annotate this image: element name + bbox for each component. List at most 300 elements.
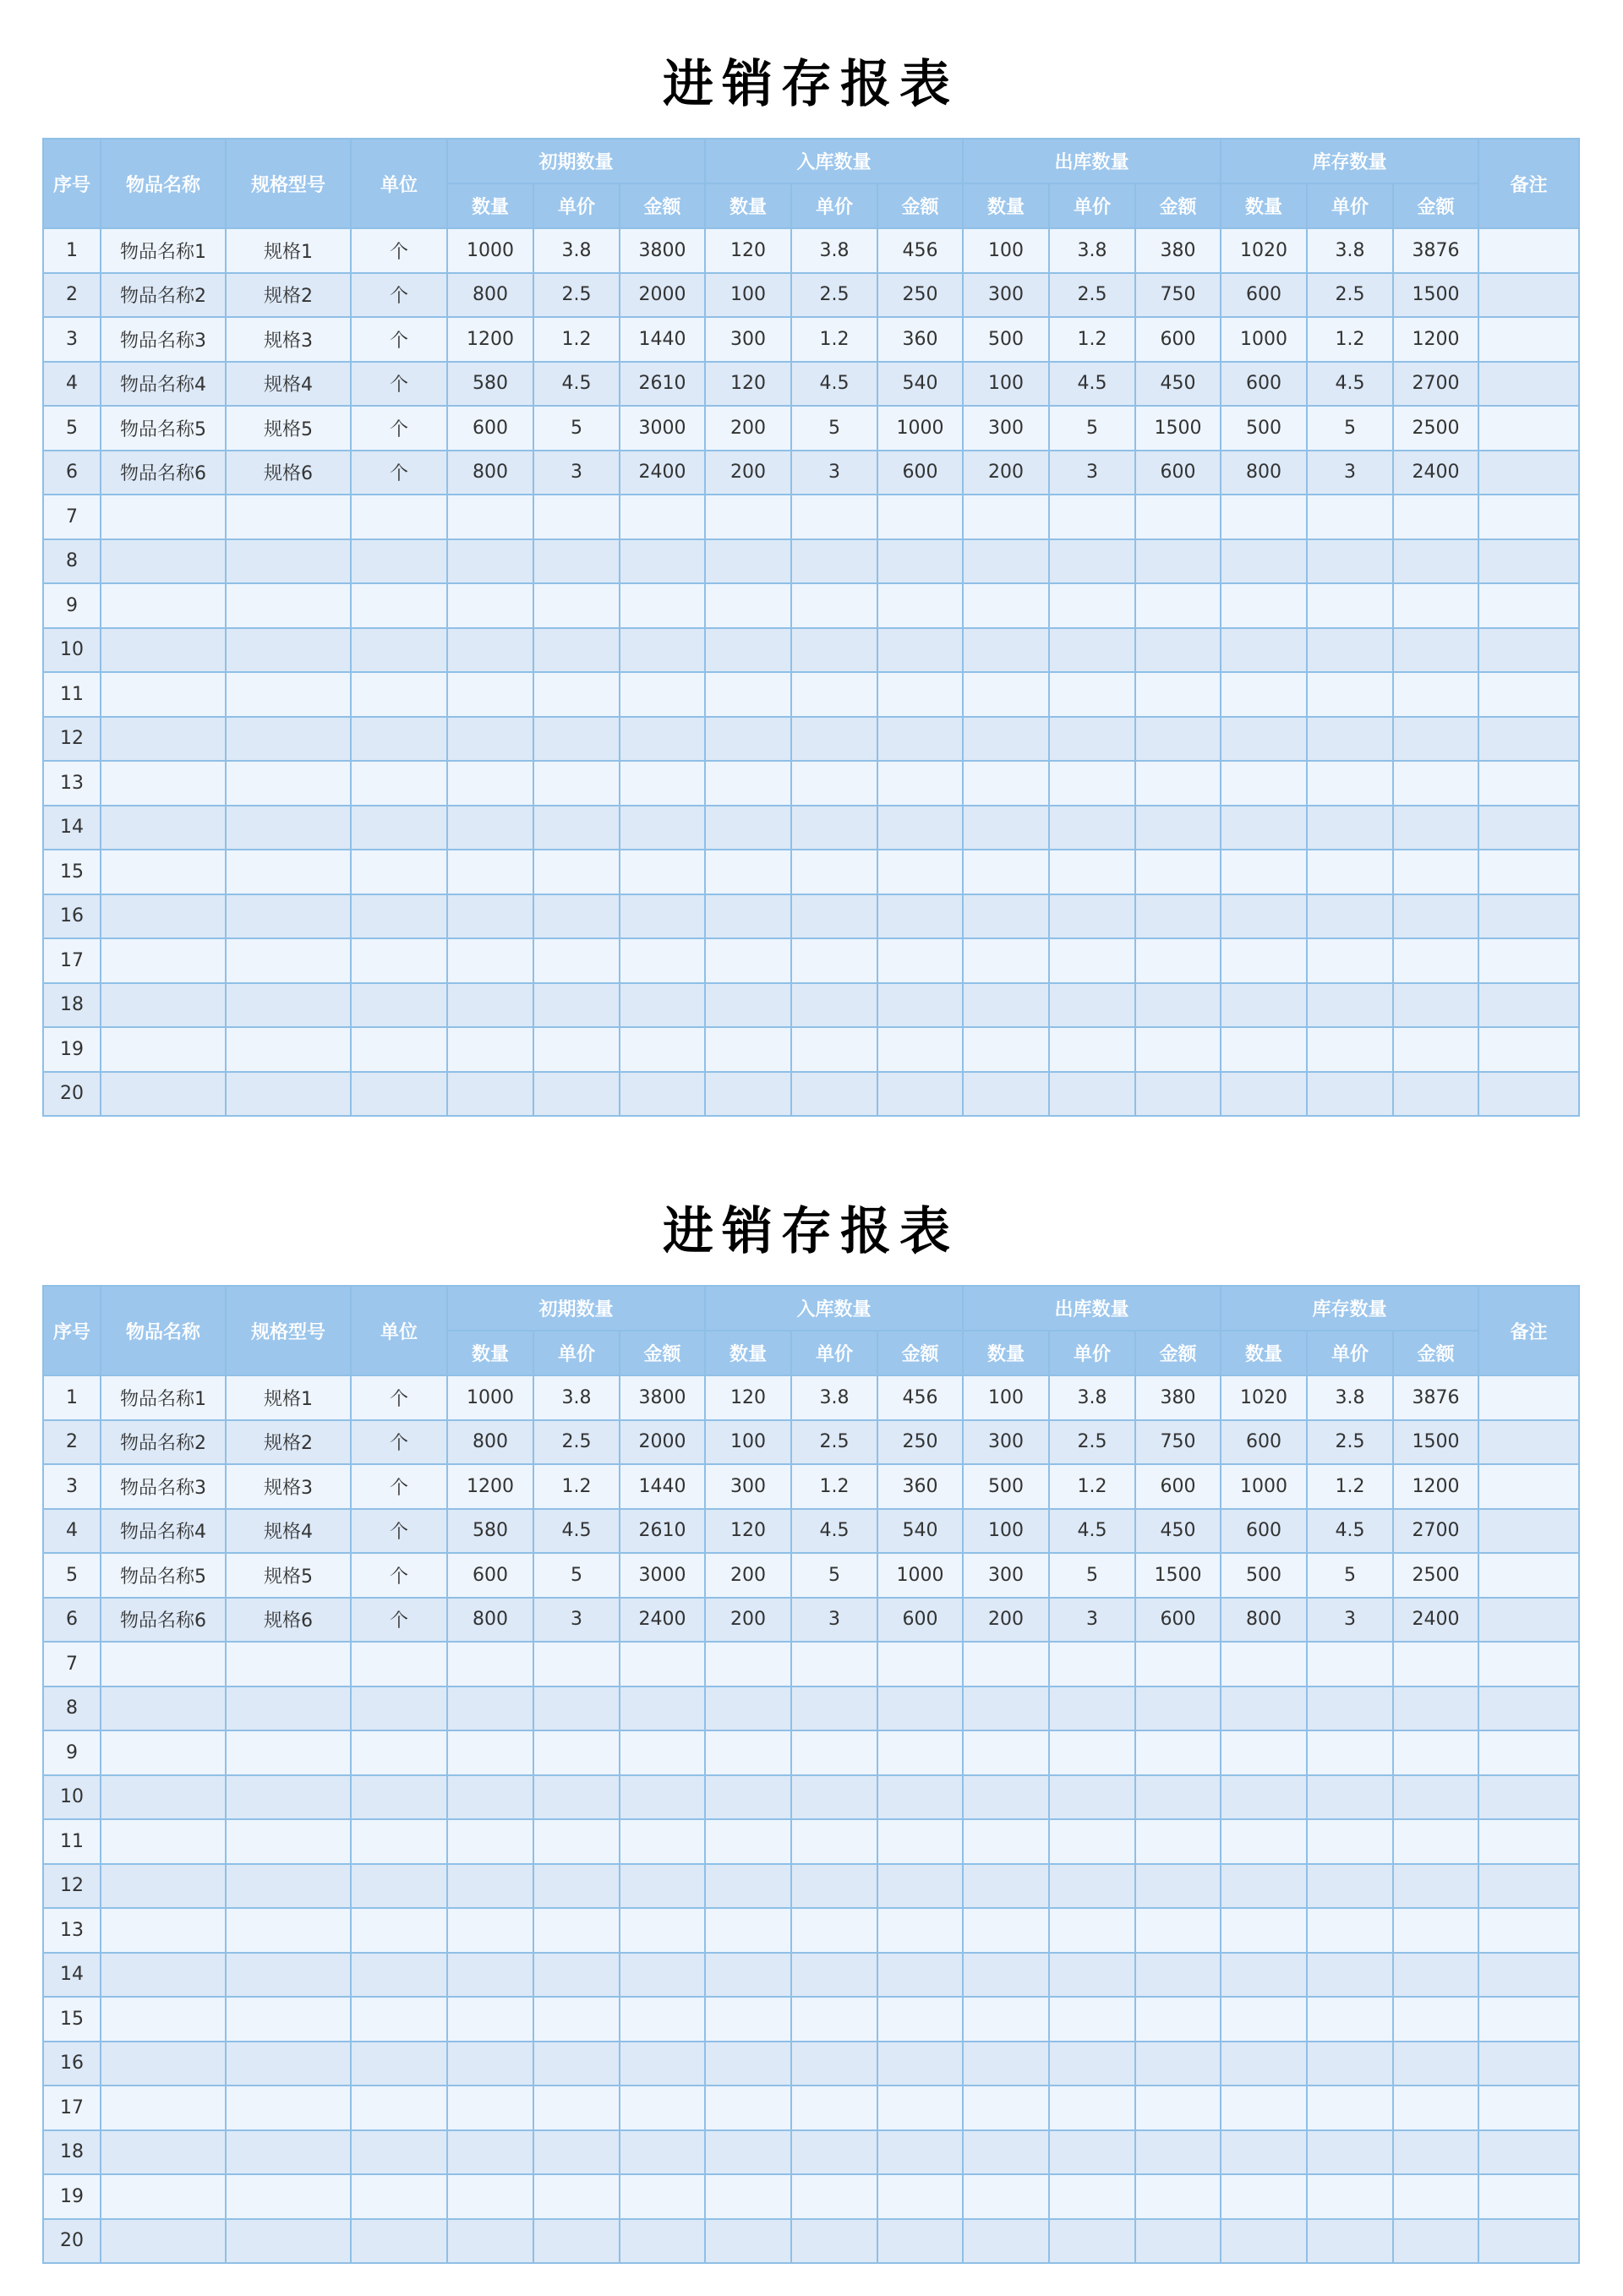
- unit-cell: [351, 2086, 447, 2130]
- unit-cell: 个: [351, 1464, 447, 1509]
- stock-amount-cell: [1393, 495, 1478, 539]
- inbound-amount-cell: [877, 1072, 963, 1117]
- opening-price-cell: 2.5: [533, 273, 620, 318]
- stock-amount-cell: 1200: [1393, 1464, 1478, 1509]
- outbound-price-cell: [1049, 1072, 1135, 1117]
- header-remark: 备注: [1478, 139, 1579, 228]
- stock-amount-cell: 3876: [1393, 228, 1478, 273]
- opening-qty-cell: [447, 1953, 533, 1998]
- item-name-cell: [101, 717, 226, 762]
- remark-cell: [1478, 717, 1579, 762]
- inbound-price-cell: [791, 2174, 877, 2219]
- unit-cell: [351, 2174, 447, 2219]
- outbound-qty-cell: [963, 1072, 1049, 1117]
- spec-cell: [226, 2174, 351, 2219]
- outbound-amount-cell: [1135, 1908, 1221, 1953]
- opening-amount-cell: [620, 2219, 705, 2264]
- stock-qty-cell: [1221, 583, 1307, 628]
- unit-cell: [351, 628, 447, 673]
- seq-cell: 9: [43, 583, 101, 628]
- unit-cell: 个: [351, 317, 447, 362]
- inbound-price-cell: 2.5: [791, 1420, 877, 1465]
- header-group-stock: 库存数量: [1221, 1286, 1478, 1331]
- remark-cell: [1478, 1642, 1579, 1686]
- stock-qty-cell: [1221, 2219, 1307, 2264]
- table-row: [43, 761, 1579, 806]
- stock-amount-cell: [1393, 1027, 1478, 1072]
- outbound-price-cell: 3.8: [1049, 228, 1135, 273]
- seq-cell: 1: [43, 1375, 101, 1420]
- stock-amount-cell: [1393, 806, 1478, 850]
- unit-cell: 个: [351, 273, 447, 318]
- inbound-amount-cell: 250: [877, 1420, 963, 1465]
- outbound-amount-cell: 600: [1135, 317, 1221, 362]
- stock-price-cell: 1.2: [1307, 317, 1393, 362]
- opening-qty-cell: 800: [447, 451, 533, 495]
- item-name-cell: [101, 983, 226, 1028]
- outbound-qty-cell: [963, 539, 1049, 584]
- opening-price-cell: 5: [533, 406, 620, 451]
- stock-amount-cell: [1393, 2086, 1478, 2130]
- header-sub-qty: 数量: [963, 1331, 1049, 1375]
- stock-qty-cell: [1221, 2174, 1307, 2219]
- outbound-price-cell: [1049, 1027, 1135, 1072]
- stock-amount-cell: [1393, 1953, 1478, 1998]
- inbound-amount-cell: 600: [877, 1598, 963, 1643]
- stock-qty-cell: [1221, 628, 1307, 673]
- inbound-price-cell: 5: [791, 406, 877, 451]
- opening-price-cell: [533, 628, 620, 673]
- spec-cell: 规格3: [226, 1464, 351, 1509]
- header-remark: 备注: [1478, 1286, 1579, 1375]
- inbound-amount-cell: 250: [877, 273, 963, 318]
- outbound-amount-cell: [1135, 894, 1221, 939]
- seq-cell: 17: [43, 2086, 101, 2130]
- spec-cell: [226, 1864, 351, 1909]
- opening-amount-cell: 1440: [620, 1464, 705, 1509]
- seq-cell: 14: [43, 806, 101, 850]
- spec-cell: [226, 1997, 351, 2042]
- outbound-price-cell: 1.2: [1049, 317, 1135, 362]
- opening-price-cell: 3.8: [533, 1375, 620, 1420]
- report-sheet-1: [42, 46, 1579, 1117]
- opening-price-cell: [533, 1027, 620, 1072]
- stock-price-cell: [1307, 628, 1393, 673]
- spec-cell: 规格3: [226, 317, 351, 362]
- outbound-price-cell: [1049, 806, 1135, 850]
- opening-amount-cell: [620, 983, 705, 1028]
- inbound-qty-cell: [705, 761, 791, 806]
- opening-price-cell: [533, 1072, 620, 1117]
- inbound-qty-cell: 100: [705, 1420, 791, 1465]
- seq-cell: 6: [43, 451, 101, 495]
- inbound-amount-cell: [877, 672, 963, 717]
- opening-amount-cell: [620, 761, 705, 806]
- outbound-amount-cell: [1135, 806, 1221, 850]
- header-seq: 序号: [43, 139, 101, 228]
- inbound-amount-cell: [877, 2042, 963, 2086]
- item-name-cell: 物品名称2: [101, 273, 226, 318]
- inbound-qty-cell: [705, 495, 791, 539]
- stock-qty-cell: [1221, 539, 1307, 584]
- remark-cell: [1478, 1072, 1579, 1117]
- opening-qty-cell: [447, 2219, 533, 2264]
- stock-qty-cell: 600: [1221, 362, 1307, 407]
- outbound-qty-cell: [963, 2174, 1049, 2219]
- stock-qty-cell: [1221, 894, 1307, 939]
- outbound-price-cell: 3.8: [1049, 1375, 1135, 1420]
- opening-amount-cell: 2610: [620, 362, 705, 407]
- remark-cell: [1478, 1027, 1579, 1072]
- opening-qty-cell: [447, 1864, 533, 1909]
- header-sub-qty: 数量: [447, 183, 533, 228]
- item-name-cell: [101, 850, 226, 894]
- outbound-amount-cell: [1135, 583, 1221, 628]
- inbound-qty-cell: [705, 1730, 791, 1775]
- inbound-amount-cell: 540: [877, 362, 963, 407]
- spec-cell: 规格2: [226, 1420, 351, 1465]
- table-row: [43, 1997, 1579, 2042]
- outbound-amount-cell: 750: [1135, 273, 1221, 318]
- outbound-amount-cell: [1135, 1953, 1221, 1998]
- opening-qty-cell: [447, 2042, 533, 2086]
- stock-amount-cell: 1500: [1393, 273, 1478, 318]
- header-group-opening: 初期数量: [447, 139, 705, 183]
- stock-qty-cell: [1221, 2130, 1307, 2175]
- seq-cell: 19: [43, 1027, 101, 1072]
- spec-cell: [226, 495, 351, 539]
- stock-amount-cell: 2400: [1393, 451, 1478, 495]
- inbound-qty-cell: 120: [705, 362, 791, 407]
- opening-amount-cell: 1440: [620, 317, 705, 362]
- opening-qty-cell: [447, 894, 533, 939]
- stock-price-cell: [1307, 2130, 1393, 2175]
- stock-qty-cell: [1221, 1072, 1307, 1117]
- outbound-price-cell: 5: [1049, 1553, 1135, 1598]
- opening-amount-cell: 3800: [620, 228, 705, 273]
- seq-cell: 4: [43, 1509, 101, 1554]
- item-name-cell: [101, 539, 226, 584]
- unit-cell: [351, 983, 447, 1028]
- opening-amount-cell: [620, 1908, 705, 1953]
- seq-cell: 6: [43, 1598, 101, 1643]
- stock-price-cell: [1307, 938, 1393, 983]
- remark-cell: [1478, 1598, 1579, 1643]
- outbound-qty-cell: [963, 1730, 1049, 1775]
- stock-amount-cell: [1393, 2130, 1478, 2175]
- stock-price-cell: [1307, 806, 1393, 850]
- stock-qty-cell: [1221, 2042, 1307, 2086]
- inbound-qty-cell: [705, 894, 791, 939]
- inbound-qty-cell: [705, 1686, 791, 1731]
- opening-amount-cell: [620, 1819, 705, 1864]
- outbound-qty-cell: [963, 1908, 1049, 1953]
- outbound-price-cell: [1049, 1775, 1135, 1820]
- stock-qty-cell: [1221, 1953, 1307, 1998]
- stock-amount-cell: [1393, 1908, 1478, 1953]
- outbound-qty-cell: [963, 2219, 1049, 2264]
- outbound-qty-cell: [963, 2042, 1049, 2086]
- opening-price-cell: [533, 761, 620, 806]
- stock-price-cell: [1307, 1686, 1393, 1731]
- outbound-amount-cell: 450: [1135, 362, 1221, 407]
- item-name-cell: [101, 1908, 226, 1953]
- stock-qty-cell: 500: [1221, 406, 1307, 451]
- seq-cell: 15: [43, 1997, 101, 2042]
- opening-price-cell: [533, 495, 620, 539]
- header-sub-amount: 金额: [620, 183, 705, 228]
- stock-amount-cell: [1393, 672, 1478, 717]
- stock-price-cell: [1307, 1730, 1393, 1775]
- stock-price-cell: 5: [1307, 406, 1393, 451]
- header-group-outbound: 出库数量: [963, 1286, 1221, 1331]
- item-name-cell: [101, 1997, 226, 2042]
- table-row: [43, 1819, 1579, 1864]
- inbound-price-cell: 4.5: [791, 1509, 877, 1554]
- item-name-cell: [101, 583, 226, 628]
- unit-cell: 个: [351, 1509, 447, 1554]
- outbound-price-cell: [1049, 2174, 1135, 2219]
- stock-amount-cell: [1393, 983, 1478, 1028]
- opening-qty-cell: [447, 1027, 533, 1072]
- outbound-qty-cell: 300: [963, 1553, 1049, 1598]
- outbound-qty-cell: [963, 2130, 1049, 2175]
- remark-cell: [1478, 1819, 1579, 1864]
- opening-amount-cell: 2400: [620, 451, 705, 495]
- inbound-price-cell: 3.8: [791, 1375, 877, 1420]
- opening-amount-cell: [620, 495, 705, 539]
- table-row: [43, 1072, 1579, 1117]
- inbound-amount-cell: [877, 2130, 963, 2175]
- opening-amount-cell: [620, 806, 705, 850]
- unit-cell: [351, 583, 447, 628]
- header-group-inbound: 入库数量: [705, 1286, 963, 1331]
- inbound-price-cell: [791, 2042, 877, 2086]
- stock-price-cell: 4.5: [1307, 1509, 1393, 1554]
- inbound-price-cell: [791, 539, 877, 584]
- outbound-amount-cell: [1135, 2042, 1221, 2086]
- inbound-amount-cell: [877, 1908, 963, 1953]
- outbound-amount-cell: [1135, 938, 1221, 983]
- spec-cell: 规格6: [226, 1598, 351, 1643]
- inbound-amount-cell: [877, 938, 963, 983]
- opening-price-cell: 3: [533, 1598, 620, 1643]
- opening-qty-cell: [447, 2086, 533, 2130]
- table-row: [43, 1775, 1579, 1820]
- table-row: [43, 1375, 1579, 1420]
- seq-cell: 5: [43, 406, 101, 451]
- spec-cell: [226, 1953, 351, 1998]
- spec-cell: [226, 938, 351, 983]
- spec-cell: [226, 894, 351, 939]
- item-name-cell: [101, 1642, 226, 1686]
- outbound-qty-cell: [963, 1775, 1049, 1820]
- table-row: [43, 406, 1579, 451]
- spec-cell: [226, 761, 351, 806]
- item-name-cell: [101, 1072, 226, 1117]
- outbound-amount-cell: 600: [1135, 1598, 1221, 1643]
- opening-qty-cell: [447, 1997, 533, 2042]
- stock-qty-cell: [1221, 983, 1307, 1028]
- spec-cell: [226, 1908, 351, 1953]
- stock-qty-cell: [1221, 850, 1307, 894]
- spec-cell: [226, 1819, 351, 1864]
- stock-price-cell: [1307, 1072, 1393, 1117]
- outbound-amount-cell: [1135, 850, 1221, 894]
- remark-cell: [1478, 2174, 1579, 2219]
- seq-cell: 14: [43, 1953, 101, 1998]
- table-row: [43, 1953, 1579, 1998]
- report-table-body: [43, 228, 1579, 1116]
- opening-qty-cell: 1000: [447, 228, 533, 273]
- outbound-amount-cell: [1135, 761, 1221, 806]
- inbound-qty-cell: [705, 583, 791, 628]
- inbound-qty-cell: [705, 539, 791, 584]
- outbound-qty-cell: 100: [963, 228, 1049, 273]
- opening-price-cell: [533, 1997, 620, 2042]
- seq-cell: 4: [43, 362, 101, 407]
- table-row: [43, 1908, 1579, 1953]
- spec-cell: [226, 1072, 351, 1117]
- inbound-amount-cell: [877, 717, 963, 762]
- inbound-price-cell: [791, 761, 877, 806]
- stock-qty-cell: [1221, 672, 1307, 717]
- outbound-price-cell: [1049, 583, 1135, 628]
- inbound-price-cell: [791, 1864, 877, 1909]
- opening-price-cell: [533, 583, 620, 628]
- opening-amount-cell: [620, 539, 705, 584]
- inbound-qty-cell: 120: [705, 1509, 791, 1554]
- outbound-qty-cell: [963, 761, 1049, 806]
- remark-cell: [1478, 2042, 1579, 2086]
- seq-cell: 12: [43, 1864, 101, 1909]
- header-group-inbound: 入库数量: [705, 139, 963, 183]
- opening-qty-cell: [447, 628, 533, 673]
- stock-qty-cell: 800: [1221, 451, 1307, 495]
- spec-cell: [226, 1775, 351, 1820]
- seq-cell: 1: [43, 228, 101, 273]
- header-seq: 序号: [43, 1286, 101, 1375]
- outbound-price-cell: [1049, 2130, 1135, 2175]
- remark-cell: [1478, 761, 1579, 806]
- outbound-qty-cell: [963, 1997, 1049, 2042]
- stock-amount-cell: [1393, 1642, 1478, 1686]
- table-row: [43, 850, 1579, 894]
- outbound-amount-cell: [1135, 1027, 1221, 1072]
- seq-cell: 17: [43, 938, 101, 983]
- opening-price-cell: 1.2: [533, 317, 620, 362]
- inbound-price-cell: [791, 1730, 877, 1775]
- seq-cell: 12: [43, 717, 101, 762]
- stock-price-cell: 3: [1307, 1598, 1393, 1643]
- opening-price-cell: [533, 983, 620, 1028]
- unit-cell: [351, 717, 447, 762]
- opening-price-cell: 1.2: [533, 1464, 620, 1509]
- inbound-amount-cell: 360: [877, 1464, 963, 1509]
- unit-cell: [351, 1953, 447, 1998]
- unit-cell: [351, 672, 447, 717]
- item-name-cell: [101, 1027, 226, 1072]
- outbound-amount-cell: [1135, 1642, 1221, 1686]
- opening-amount-cell: 2610: [620, 1509, 705, 1554]
- stock-amount-cell: [1393, 1864, 1478, 1909]
- stock-qty-cell: [1221, 1730, 1307, 1775]
- opening-amount-cell: [620, 717, 705, 762]
- item-name-cell: [101, 761, 226, 806]
- outbound-amount-cell: [1135, 2086, 1221, 2130]
- table-row: [43, 1509, 1579, 1554]
- opening-qty-cell: [447, 583, 533, 628]
- inbound-price-cell: [791, 938, 877, 983]
- outbound-price-cell: [1049, 1819, 1135, 1864]
- item-name-cell: 物品名称1: [101, 228, 226, 273]
- header-sub-price: 单价: [1049, 183, 1135, 228]
- spec-cell: [226, 2130, 351, 2175]
- opening-amount-cell: 2000: [620, 273, 705, 318]
- opening-price-cell: [533, 2174, 620, 2219]
- opening-price-cell: [533, 1642, 620, 1686]
- inbound-amount-cell: [877, 1997, 963, 2042]
- spec-cell: [226, 1730, 351, 1775]
- opening-amount-cell: 3800: [620, 1375, 705, 1420]
- unit-cell: 个: [351, 406, 447, 451]
- inbound-price-cell: [791, 2219, 877, 2264]
- inbound-amount-cell: [877, 583, 963, 628]
- inbound-qty-cell: 200: [705, 451, 791, 495]
- header-sub-price: 单价: [1307, 1331, 1393, 1375]
- stock-amount-cell: [1393, 1686, 1478, 1731]
- spec-cell: 规格6: [226, 451, 351, 495]
- opening-amount-cell: [620, 2174, 705, 2219]
- table-row: [43, 1420, 1579, 1465]
- table-row: [43, 228, 1579, 273]
- header-sub-qty: 数量: [705, 1331, 791, 1375]
- seq-cell: 3: [43, 1464, 101, 1509]
- opening-qty-cell: 800: [447, 273, 533, 318]
- stock-amount-cell: [1393, 2219, 1478, 2264]
- outbound-price-cell: [1049, 850, 1135, 894]
- inbound-qty-cell: 120: [705, 1375, 791, 1420]
- header-group-opening: 初期数量: [447, 1286, 705, 1331]
- outbound-amount-cell: 750: [1135, 1420, 1221, 1465]
- stock-qty-cell: [1221, 1908, 1307, 1953]
- inbound-qty-cell: [705, 1642, 791, 1686]
- outbound-price-cell: [1049, 1953, 1135, 1998]
- spec-cell: [226, 1027, 351, 1072]
- seq-cell: 2: [43, 1420, 101, 1465]
- stock-price-cell: [1307, 717, 1393, 762]
- opening-price-cell: [533, 717, 620, 762]
- opening-price-cell: 4.5: [533, 1509, 620, 1554]
- inbound-amount-cell: [877, 850, 963, 894]
- seq-cell: 9: [43, 1730, 101, 1775]
- stock-amount-cell: 1500: [1393, 1420, 1478, 1465]
- outbound-price-cell: 4.5: [1049, 1509, 1135, 1554]
- inbound-qty-cell: [705, 1819, 791, 1864]
- opening-qty-cell: 800: [447, 1420, 533, 1465]
- item-name-cell: 物品名称6: [101, 1598, 226, 1643]
- seq-cell: 18: [43, 2130, 101, 2175]
- outbound-price-cell: 3: [1049, 1598, 1135, 1643]
- stock-qty-cell: [1221, 1027, 1307, 1072]
- inbound-qty-cell: 200: [705, 1598, 791, 1643]
- opening-price-cell: [533, 2042, 620, 2086]
- inbound-amount-cell: [877, 1819, 963, 1864]
- stock-qty-cell: [1221, 761, 1307, 806]
- opening-qty-cell: [447, 850, 533, 894]
- outbound-price-cell: [1049, 539, 1135, 584]
- remark-cell: [1478, 806, 1579, 850]
